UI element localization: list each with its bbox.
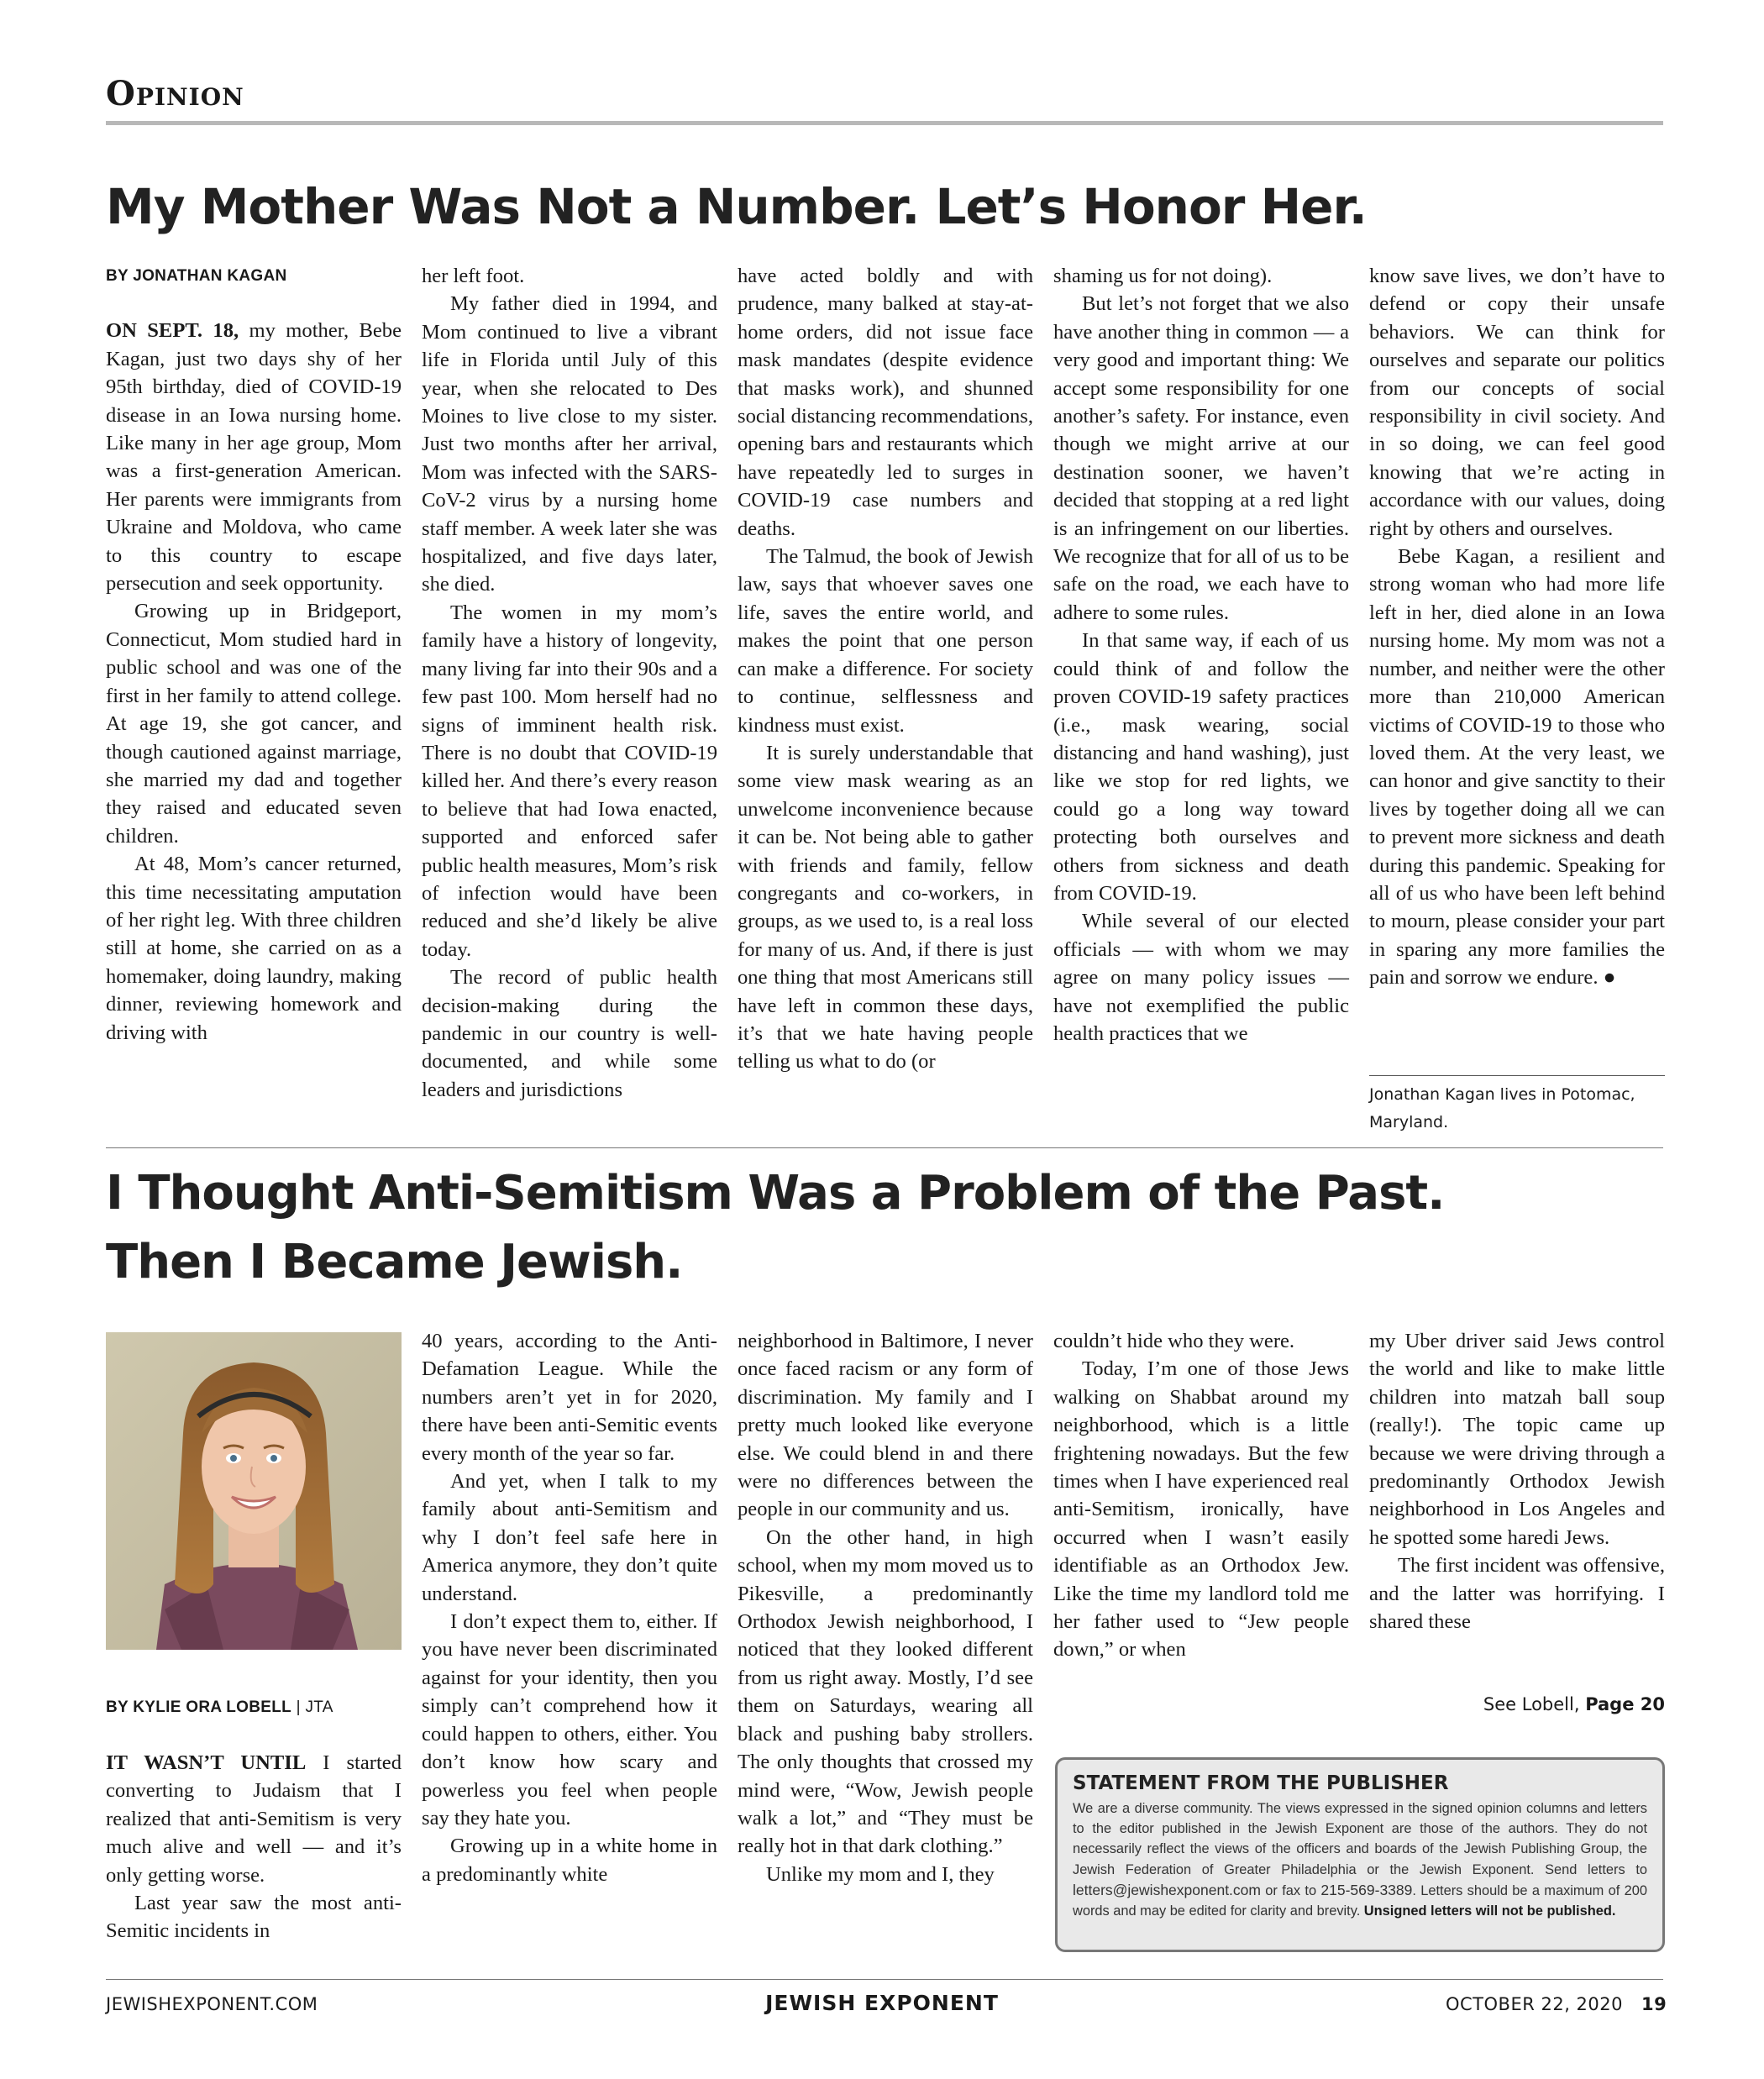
paragraph: my Uber driver said Jews control the world and like to make little children into matzah ball soup (really!). The topic came up because we were driving through a predominantly Orthodox Jewish neighborhood in Los Angeles and he spotted some haredi Jews.: [1369, 1330, 1665, 1549]
article2-byline: BY KYLIE ORA LOBELL | JTA: [106, 1698, 333, 1716]
article2-column-2: [422, 1327, 717, 1888]
publisher-statement-box: [1055, 1757, 1665, 1952]
paragraph: The first incident was offensive, and the latter was horrifying. I shared these: [1369, 1554, 1665, 1634]
article2-headline-line-1: I Thought Anti-Semitism Was a Problem of the Past.: [106, 1166, 1445, 1221]
paragraph: And yet, when I talk to my family about anti-Semitism and why I don’t feel safe here in America anymore, they don’t quite understand.: [422, 1470, 717, 1605]
paragraph: On the other hand, in high school, when my mom moved us to Pikesville, a predominantly Orthodox Jewish neighborhood, I noticed that they looked different from us right away. Mostly, I’d see them on Saturdays, wearing all black and pushing baby strollers. The only thoughts that crossed my mind were, “Wow, Jewish people walk a lot,” and “They must be really hot in that dark clothing.”: [738, 1525, 1033, 1858]
paragraph: 40 years, according to the Anti-Defamation League. While the numbers aren’t yet in for 2020, there have been anti-Semitic events every month of the year so far.: [422, 1330, 717, 1465]
paragraph: The women in my mom’s family have a history of longevity, many living far into their 90s and a few past 100. Mom herself had no signs of imminent health risk. There is no doubt that COVID-19 killed her. And there’s every reason to believe that had Iowa enacted, supported and enforced safer public health measures, Mom’s risk of infection would have been reduced and she’d likely be alive today.: [422, 601, 717, 961]
paragraph: At 48, Mom’s cancer returned, this time necessitating amputation of her right leg. With three children still at home, she carried on as a homemaker, doing laundry, making dinner, reviewing homework and driving with: [106, 853, 402, 1044]
article2-headline: [106, 1159, 1618, 1297]
paragraph: couldn’t hide who they were.: [1053, 1330, 1295, 1352]
fax-number: 215-569-3389: [1320, 1881, 1413, 1898]
paragraph: shaming us for not doing).: [1053, 265, 1273, 287]
footer-website: JEWISHEXPONENT.COM: [106, 1994, 318, 2014]
article2-column-1: [106, 1749, 402, 1945]
footer-page-number: 19: [1641, 1994, 1667, 2014]
paragraph: But let’s not forget that we also have another thing in common — a very good and important thing: We accept some responsibility for one another’s safety. For instance, even though we might arrive at our destination sooner, we haven’t decided that stopping at a red light is an infringement on our liberties. We recognize that for all of us to be safe on the road, we each have to adhere to some rules.: [1053, 292, 1349, 624]
article1-column-4: [1053, 262, 1349, 1047]
paragraph: Growing up in Bridgeport, Connecticut, Mom studied hard in public school and was one of the first in her family to attend college. At age 19, she got cancer, and though cautioned against marriage, she married my dad and together they raised and educated seven children.: [106, 600, 402, 848]
footer-date: OCTOBER 22, 2020: [1445, 1994, 1623, 2014]
article2-lead-in: IT WASN’T UNTIL: [106, 1751, 307, 1774]
article1-column-2: [422, 262, 717, 1104]
paragraph: Unlike my mom and I, they: [766, 1862, 995, 1886]
paragraph: IT WASN’T UNTIL I started converting to Judaism that I realized that anti-Semitism is very much alive and well — and it’s only getting worse.: [106, 1751, 402, 1887]
author-bio: Jonathan Kagan lives in Potomac, Maryland.: [1369, 1085, 1635, 1131]
article2-headline-line-2: Then I Became Jewish.: [106, 1235, 683, 1289]
paragraph: have acted boldly and with prudence, many balked at stay-at-home orders, did not issue face mask mandates (despite evidence that masks work), and shunned social distancing recommendations, opening bars and restaurants which have repeatedly led to surges in COVID-19 case numbers and deaths.: [738, 265, 1033, 540]
paragraph: While several of our elected officials — with whom we may agree on many policy issues — have not exemplified the public health practices that we: [1053, 910, 1349, 1045]
article2-column-5: [1369, 1327, 1665, 1635]
footer-rule: [106, 1979, 1663, 1980]
continued-jump-line: See Lobell, Page 20: [1483, 1694, 1665, 1714]
article1-column-5: [1369, 262, 1665, 992]
article1-column-3: [738, 262, 1033, 1076]
paragraph: In that same way, if each of us could think of and follow the proven COVID-19 safety practices (i.e., mask wearing, social distancing and hand washing), just like we stop for red lights, we could go a long way toward protecting both ourselves and others from sickness and death from COVID-19.: [1053, 629, 1349, 905]
article-divider: [106, 1147, 1663, 1148]
byline-organization: | JTA: [291, 1698, 333, 1716]
article1-lead-in: ON SEPT. 18,: [106, 319, 239, 343]
footer-publication-name: JEWISH EXPONENT: [765, 1991, 999, 2015]
author-photo: [106, 1332, 402, 1650]
paragraph: I don’t expect them to, either. If you have never been discriminated against for your identity, then you simply can’t comprehend how it could happen to others, either. You don’t know how scary and powerless you feel when people say they hate you.: [422, 1610, 717, 1830]
article2-column-3: [738, 1327, 1033, 1888]
article1-byline: BY JONATHAN KAGAN: [106, 267, 287, 285]
section-rule: [106, 121, 1663, 125]
paragraph: My father died in 1994, and Mom continued to live a vibrant life in Florida until July of this year, when she relocated to Des Moines to live close to my sister. Just two months after her arrival, Mom was infected with the SARS-CoV-2 virus by a nursing home staff member. A week later she was hospitalized, and five days later, she died.: [422, 292, 717, 596]
publisher-statement-title: STATEMENT FROM THE PUBLISHER: [1073, 1772, 1449, 1794]
paragraph: ON SEPT. 18, my mother, Bebe Kagan, just two days shy of her 95th birthday, died of COVID-19 disease in an Iowa nursing home. Like many in her age group, Mom was a first-generation American. Her parents were immigrants from Ukraine and Moldova, who came to this country to escape persecution and seek opportunity.: [106, 319, 402, 596]
paragraph: neighborhood in Baltimore, I never once faced racism or any form of discrimination. My family and I pretty much looked like everyone else. We could blend in and there were no differences between the people in our community and us.: [738, 1330, 1033, 1521]
paragraph: The Talmud, the book of Jewish law, says that whoever saves one life, saves the entire world, and makes the point that one person can make a difference. For society to continue, selflessness and kindness must exist.: [738, 545, 1033, 737]
jump-page: Page 20: [1585, 1694, 1665, 1714]
publisher-statement-text: We are a diverse community. The views expressed in the signed opinion columns and letters to the editor published in the Jewish Exponent are those of the authors. They do not necessarily reflect the views of the officers and boards of the Jewish Publishing Group, the Jewish Federation of Greater Philadelphia or the Jewish Exponent. Send letters to letters@jewishexponent.com or fax to 215-569-3389. Letters should be a maximum of 200 words and may be edited for clarity and brevity. Unsigned letters will not be published.: [1073, 1801, 1647, 1919]
article2-column-4: [1053, 1327, 1349, 1664]
letters-email: letters@jewishexponent.com: [1073, 1881, 1261, 1898]
unsigned-letters-note: Unsigned letters will not be published.: [1363, 1903, 1616, 1919]
paragraph: Today, I’m one of those Jews walking on Shabbat around my neighborhood, which is a little frightening nowadays. But the few times when I have experienced real anti-Semitism, ironically, have occurred when I wasn’t easily identifiable as an Orthodox Jew. Like the time my landlord told me her father used to “Jew people down,” or when: [1053, 1357, 1349, 1662]
bio-rule: [1369, 1075, 1665, 1076]
paragraph: Last year saw the most anti-Semitic incidents in: [106, 1892, 402, 1943]
article1-headline: My Mother Was Not a Number. Let’s Honor Her.: [106, 178, 1367, 235]
paragraph: Growing up in a white home in a predominantly white: [422, 1835, 717, 1886]
article1-column-1: [106, 262, 402, 1047]
paragraph: It is surely understandable that some view mask wearing as an unwelcome inconvenience because it can be. Not being able to gather with friends and family, fellow congregants and co-workers, in groups, as we used to, is a real loss for many of us. And, if there is just one thing that most Americans still have left in common these days, it’s that we hate having people telling us what to do (or: [738, 741, 1033, 1074]
paragraph: her left foot.: [422, 265, 525, 287]
paragraph: Bebe Kagan, a resilient and strong woman who had more life left in her, died alone in an Iowa nursing home. My mom was not a number, and neither were the other more than 210,000 American victims of COVID-19 to those who loved them. At the very least, we can honor and give sanctity to their lives by together doing all we can to prevent more sickness and death during this pandemic. Speaking for all of us who have been left behind to mourn, please consider your part in sparing any more families the pain and sorrow we endure. ●: [1369, 545, 1665, 990]
section-label: Opinion: [106, 74, 244, 113]
paragraph: The record of public health decision-making during the pandemic in our country is well-documented, and while some leaders and jurisdictions: [422, 966, 717, 1101]
paragraph: know save lives, we don’t have to defend or copy their unsafe behaviors. We can think for ourselves and separate our politics from our concepts of social responsibility in civil society. And in so doing, we can feel good knowing that we’re acting in accordance with our values, doing right by others and ourselves.: [1369, 265, 1665, 540]
